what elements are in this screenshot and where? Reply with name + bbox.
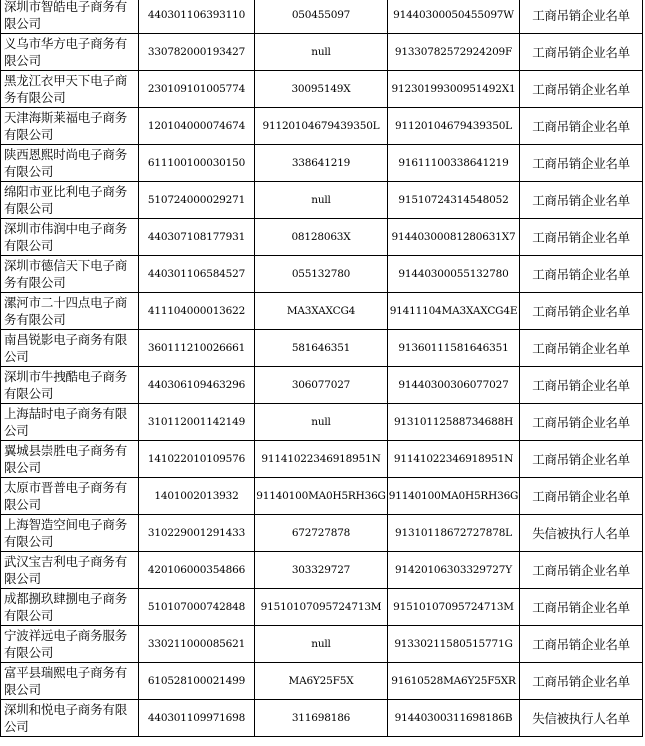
table-row [1, 256, 643, 293]
organization-code-cell: null [255, 182, 388, 219]
table-row [1, 219, 643, 256]
company-name-cell: 漯河市二十四点电子商务有限公司 [1, 293, 139, 330]
table-row [1, 145, 643, 182]
registration-number-cell: 330782000193427 [139, 34, 255, 71]
table-row [1, 626, 643, 663]
list-type-cell: 工商吊销企业名单 [520, 626, 643, 663]
organization-code-cell: 050455097 [255, 0, 388, 34]
registration-number-cell: 510107000742848 [139, 589, 255, 626]
organization-code-cell: 30095149X [255, 71, 388, 108]
organization-code-cell: 91120104679439350L [255, 108, 388, 145]
registration-number-cell: 310112001142149 [139, 404, 255, 441]
credit-code-cell: 91140100MA0H5RH36G [388, 478, 520, 515]
list-type-cell: 工商吊销企业名单 [520, 34, 643, 71]
company-name-cell: 深圳市德信天下电子商务有限公司 [1, 256, 139, 293]
list-type-cell: 工商吊销企业名单 [520, 552, 643, 589]
table-row [1, 404, 643, 441]
company-name-cell: 翼城县崇胜电子商务有限公司 [1, 441, 139, 478]
table-row [1, 71, 643, 108]
organization-code-cell: MA3XAXCG4 [255, 293, 388, 330]
list-type-cell: 工商吊销企业名单 [520, 404, 643, 441]
registration-number-cell: 610528100021499 [139, 663, 255, 700]
credit-code-cell: 91510107095724713M [388, 589, 520, 626]
list-type-cell: 失信被执行人名单 [520, 700, 643, 737]
organization-code-cell: 91140100MA0H5RH36G [255, 478, 388, 515]
credit-code-cell: 91330211580515771G [388, 626, 520, 663]
table-row [1, 478, 643, 515]
list-type-cell: 工商吊销企业名单 [520, 182, 643, 219]
company-name-cell: 上海喆时电子商务有限公司 [1, 404, 139, 441]
organization-code-cell: 338641219 [255, 145, 388, 182]
table-row [1, 293, 643, 330]
registration-number-cell: 360111210026661 [139, 330, 255, 367]
credit-code-cell: 91440300311698186B [388, 700, 520, 737]
list-type-cell: 工商吊销企业名单 [520, 0, 643, 34]
registration-number-cell: 440301106393110 [139, 0, 255, 34]
list-type-cell: 工商吊销企业名单 [520, 478, 643, 515]
credit-code-cell: 91440300055132780 [388, 256, 520, 293]
credit-code-cell: 91141022346918951N [388, 441, 520, 478]
credit-code-cell: 91440300081280631X7 [388, 219, 520, 256]
registration-number-cell: 440301109971698 [139, 700, 255, 737]
list-type-cell: 工商吊销企业名单 [520, 663, 643, 700]
table-row [1, 108, 643, 145]
credit-code-cell: 91611100338641219 [388, 145, 520, 182]
company-name-cell: 太原市晋普电子商务有限公司 [1, 478, 139, 515]
company-name-cell: 天津海斯莱福电子商务有限公司 [1, 108, 139, 145]
company-name-cell: 绵阳市亚比利电子商务有限公司 [1, 182, 139, 219]
company-name-cell: 义乌市华方电子商务有限公司 [1, 34, 139, 71]
credit-code-cell: 91510724314548052 [388, 182, 520, 219]
registration-number-cell: 420106000354866 [139, 552, 255, 589]
company-name-cell: 南昌锐影电子商务有限公司 [1, 330, 139, 367]
company-name-cell: 深圳市伟润中电子商务有限公司 [1, 219, 139, 256]
registration-number-cell: 330211000085621 [139, 626, 255, 663]
list-type-cell: 工商吊销企业名单 [520, 108, 643, 145]
registration-number-cell: 611100100030150 [139, 145, 255, 182]
list-type-cell: 工商吊销企业名单 [520, 219, 643, 256]
credit-code-cell: 91310118672727878L [388, 515, 520, 552]
company-name-cell: 上海智造空间电子商务有限公司 [1, 515, 139, 552]
list-type-cell: 工商吊销企业名单 [520, 71, 643, 108]
credit-code-cell: 91411104MA3XAXCG4E [388, 293, 520, 330]
list-type-cell: 工商吊销企业名单 [520, 589, 643, 626]
company-name-cell: 武汉宝吉利电子商务有限公司 [1, 552, 139, 589]
organization-code-cell: 672727878 [255, 515, 388, 552]
registration-number-cell: 440306109463296 [139, 367, 255, 404]
list-type-cell: 工商吊销企业名单 [520, 441, 643, 478]
list-type-cell: 工商吊销企业名单 [520, 330, 643, 367]
credit-code-cell: 91610528MA6Y25F5XR [388, 663, 520, 700]
company-name-cell: 深圳市智皓电子商务有限公司 [1, 0, 139, 34]
table-row [1, 0, 643, 34]
organization-code-cell: MA6Y25F5X [255, 663, 388, 700]
list-type-cell: 工商吊销企业名单 [520, 256, 643, 293]
credit-code-cell: 91230199300951492X1 [388, 71, 520, 108]
table-row [1, 34, 643, 71]
organization-code-cell: 91510107095724713M [255, 589, 388, 626]
company-name-cell: 宁波祥远电子商务服务有限公司 [1, 626, 139, 663]
credit-code-cell: 91420106303329727Y [388, 552, 520, 589]
registration-number-cell: 440301106584527 [139, 256, 255, 293]
organization-code-cell: 306077027 [255, 367, 388, 404]
organization-code-cell: 91141022346918951N [255, 441, 388, 478]
registration-number-cell: 310229001291433 [139, 515, 255, 552]
organization-code-cell: 581646351 [255, 330, 388, 367]
organization-code-cell: 08128063X [255, 219, 388, 256]
company-name-cell: 黑龙江衣甲天下电子商务有限公司 [1, 71, 139, 108]
registration-number-cell: 141022010109576 [139, 441, 255, 478]
company-name-cell: 深圳和悦电子商务有限公司 [1, 700, 139, 737]
table-row [1, 441, 643, 478]
list-type-cell: 工商吊销企业名单 [520, 293, 643, 330]
registration-number-cell: 440307108177931 [139, 219, 255, 256]
organization-code-cell: 311698186 [255, 700, 388, 737]
registration-number-cell: 1401002013932 [139, 478, 255, 515]
table-row [1, 663, 643, 700]
registration-number-cell: 510724000029271 [139, 182, 255, 219]
credit-code-cell: 91120104679439350L [388, 108, 520, 145]
organization-code-cell: null [255, 34, 388, 71]
credit-code-cell: 91310112588734688H [388, 404, 520, 441]
organization-code-cell: null [255, 626, 388, 663]
credit-code-cell: 91360111581646351 [388, 330, 520, 367]
company-name-cell: 富平县瑞熙电子商务有限公司 [1, 663, 139, 700]
credit-code-cell: 91440300050455097W [388, 0, 520, 34]
table-body [1, 0, 643, 737]
table-row [1, 589, 643, 626]
table-row [1, 367, 643, 404]
list-type-cell: 失信被执行人名单 [520, 515, 643, 552]
company-name-cell: 成都捌玖肆捌电子商务有限公司 [1, 589, 139, 626]
registration-number-cell: 230109101005774 [139, 71, 255, 108]
organization-code-cell: 303329727 [255, 552, 388, 589]
list-type-cell: 工商吊销企业名单 [520, 145, 643, 182]
list-type-cell: 工商吊销企业名单 [520, 367, 643, 404]
organization-code-cell: null [255, 404, 388, 441]
company-name-cell: 深圳市牛拽酷电子商务有限公司 [1, 367, 139, 404]
company-name-cell: 陕西恩熙时尚电子商务有限公司 [1, 145, 139, 182]
table-row [1, 182, 643, 219]
registration-number-cell: 411104000013622 [139, 293, 255, 330]
registration-number-cell: 120104000074674 [139, 108, 255, 145]
table-row [1, 700, 643, 737]
organization-code-cell: 055132780 [255, 256, 388, 293]
table-row [1, 515, 643, 552]
table-row [1, 552, 643, 589]
credit-code-cell: 91330782572924209F [388, 34, 520, 71]
table-row [1, 330, 643, 367]
credit-code-cell: 91440300306077027 [388, 367, 520, 404]
